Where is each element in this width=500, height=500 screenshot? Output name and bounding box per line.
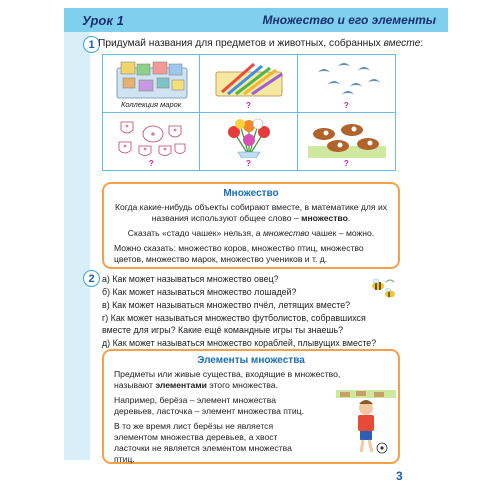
lesson-header bbox=[64, 8, 448, 32]
picture-grid bbox=[102, 54, 396, 171]
task2-number: 2 bbox=[83, 270, 100, 287]
lesson-title: Урок 1 bbox=[82, 12, 124, 28]
box-paragraph: Сказать «стадо чашек» нельзя, а множество чашек – можно. bbox=[127, 228, 375, 238]
cell-question-mark: ? bbox=[246, 100, 251, 110]
grid-cell-pencils bbox=[200, 55, 297, 113]
teacups-icon bbox=[113, 116, 191, 158]
question-line: в) Как может называться множество пчёл, летящих вместе? bbox=[102, 300, 351, 310]
cell-caption: Коллекция марок bbox=[120, 99, 182, 109]
task1-instruction: Придумай названия для предметов и животных, собранных вместе: bbox=[98, 38, 424, 49]
grid-cell-teacups bbox=[103, 113, 200, 171]
topic-title: Множество и его элементы bbox=[262, 13, 436, 27]
page-number: 3 bbox=[396, 469, 403, 483]
box-paragraph: Например, берёза – элемент множества деревьев, ласточка – элемент множества птиц. bbox=[114, 395, 304, 416]
grid-cell-cows bbox=[298, 113, 395, 171]
question-line: вместе для игры? Какие ещё командные игры ты знаешь? bbox=[102, 325, 344, 335]
box-paragraph: В то же время лист берёзы не является элементом множества деревьев, а хвост ласточки не является элементом множества птиц. bbox=[114, 421, 292, 464]
task1-number: 1 bbox=[83, 36, 100, 53]
football-player-icon bbox=[336, 390, 396, 456]
box-paragraph: Можно сказать: множество коров, множество птиц, множество цветов, множество марок, множество учеников и т. д. bbox=[114, 243, 364, 264]
cows-icon bbox=[308, 116, 386, 158]
grid-cell-flowers bbox=[200, 113, 297, 171]
flowers-icon bbox=[210, 116, 288, 158]
bees-icon bbox=[368, 274, 400, 304]
pencils-icon bbox=[210, 58, 288, 100]
question-line: а) Как может называться множество овец? bbox=[102, 274, 279, 284]
left-margin-strip bbox=[64, 32, 90, 460]
box-title: Множество bbox=[223, 188, 279, 199]
definition-box-set bbox=[102, 182, 400, 269]
cell-question-mark: ? bbox=[246, 159, 251, 168]
stamps-icon bbox=[113, 58, 191, 100]
cell-question-mark: ? bbox=[148, 159, 154, 168]
question-line: г) Как может называться множество футболистов, собравшихся bbox=[102, 313, 366, 323]
cell-question-mark: ? bbox=[343, 100, 349, 110]
cell-question-mark: ? bbox=[343, 159, 349, 168]
box-paragraph: Когда какие-нибудь объекты собирают вместе, в математике для их названия используют общее слово – множество. bbox=[114, 202, 388, 223]
question-line: д) Как может называться множество кораблей, плывущих вместе? bbox=[102, 338, 377, 348]
box-paragraph: Предметы или живые существа, входящие в множество, называют элементами этого множества. bbox=[114, 369, 341, 390]
birds-icon bbox=[308, 58, 386, 100]
grid-cell-stamps bbox=[103, 55, 200, 113]
question-line: б) Как может называться множество лошадей? bbox=[102, 287, 297, 297]
box-title: Элементы множества bbox=[197, 355, 305, 366]
grid-cell-birds bbox=[298, 55, 395, 113]
